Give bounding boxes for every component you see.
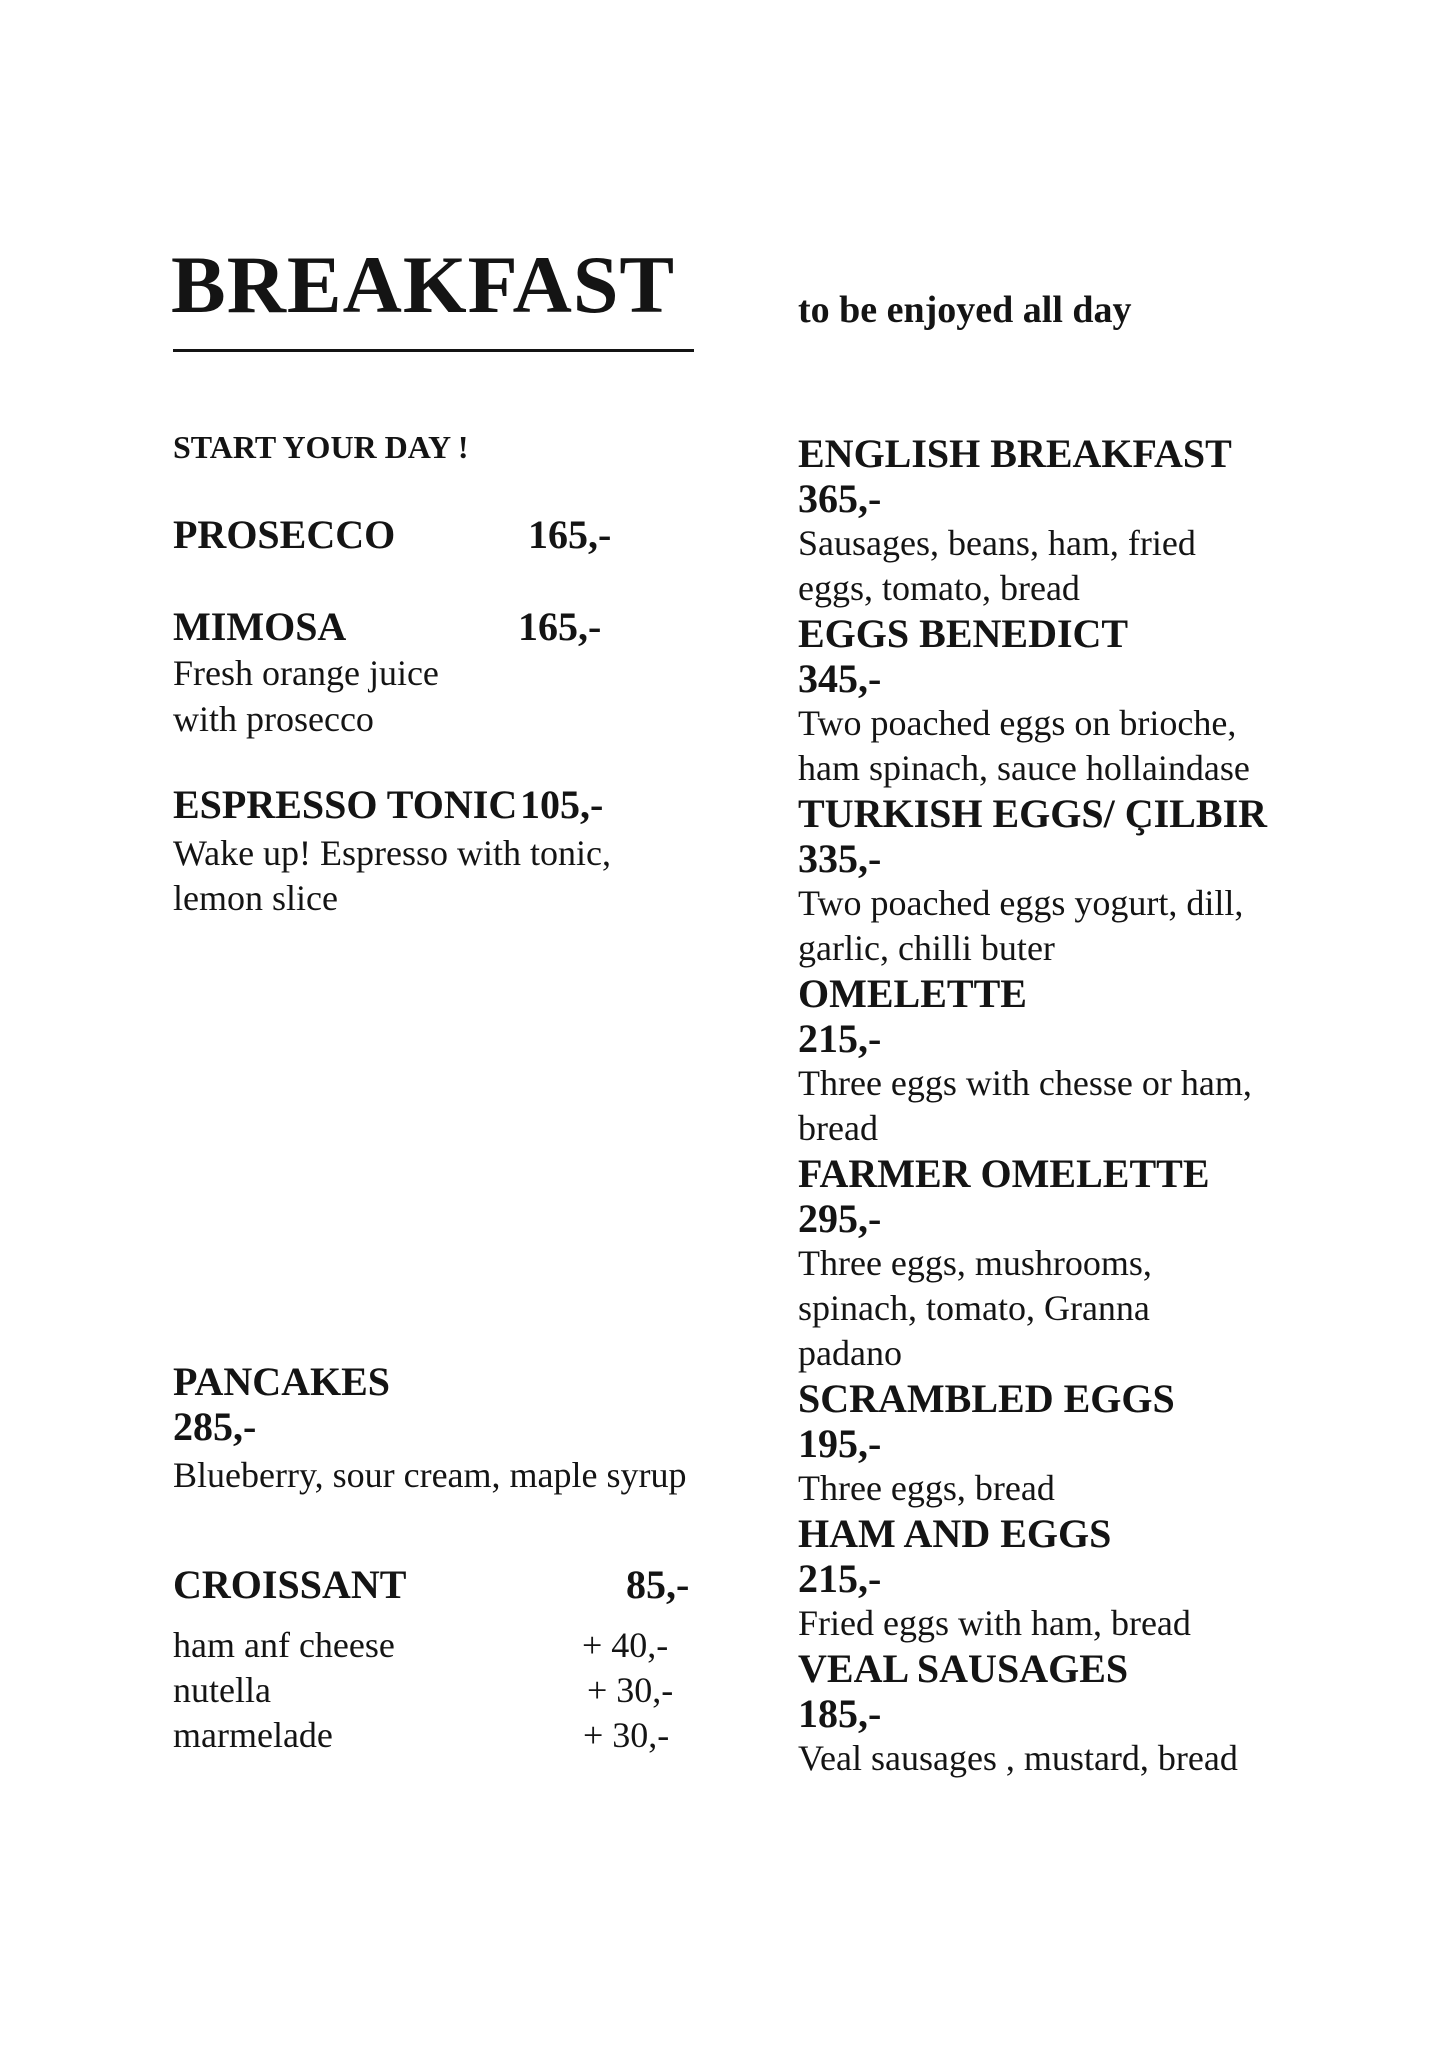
menu-item-price: 85,- [626,1562,690,1607]
menu-item-name: HAM AND EGGS [798,1511,1112,1556]
menu-item-desc: garlic, chilli buter [798,928,1055,968]
menu-item-name: MIMOSA [173,604,347,649]
menu-item-price: 335,- [798,836,882,881]
addon-nutella [173,1668,873,1713]
menu-item-desc: Three eggs, bread [798,1468,1055,1508]
menu-item-desc: Veal sausages , mustard, bread [798,1738,1238,1778]
addon-name: nutella [173,1670,271,1710]
page-subtitle: to be enjoyed all day [798,289,1132,331]
addon-price: + 40,- [582,1625,669,1665]
menu-item-desc: Blueberry, sour cream, maple syrup [173,1455,687,1495]
menu-item-desc: Sausages, beans, ham, fried [798,523,1196,563]
menu-item-price: 185,- [798,1691,882,1736]
menu-item-desc: eggs, tomato, bread [798,568,1080,608]
menu-item-name: FARMER OMELETTE [798,1151,1210,1196]
addon-name: marmelade [173,1715,333,1755]
all-day-menu-list [798,431,1438,1781]
addon-name: ham anf cheese [173,1625,395,1665]
menu-item-name: ESPRESSO TONIC [173,782,518,827]
menu-item-price: 295,- [798,1196,882,1241]
menu-item-name: EGGS BENEDICT [798,611,1129,656]
menu-item-price: 285,- [173,1404,257,1449]
menu-item-prosecco [173,512,873,557]
menu-item-name: OMELETTE [798,971,1027,1016]
menu-item-name: PROSECCO [173,512,396,557]
menu-item-desc: Wake up! Espresso with tonic, [173,833,612,873]
menu-item-price: 215,- [798,1016,882,1061]
menu-item-desc: ham spinach, sauce hollaindase [798,748,1250,788]
addon-price: + 30,- [583,1715,670,1755]
addon-price: + 30,- [587,1670,674,1710]
menu-item-price: 365,- [798,476,882,521]
menu-item-desc: Three eggs, mushrooms, [798,1243,1152,1283]
page-title: BREAKFAST [171,239,676,330]
menu-item-desc: Two poached eggs yogurt, dill, [798,883,1244,923]
menu-item-price: 345,- [798,656,882,701]
menu-item-name: SCRAMBLED EGGS [798,1376,1175,1421]
title-underline [173,349,694,352]
menu-item-desc: spinach, tomato, Granna [798,1288,1150,1328]
menu-item-desc: Two poached eggs on brioche, [798,703,1237,743]
menu-item-name: ENGLISH BREAKFAST [798,431,1232,476]
addon-ham-and-cheese [173,1623,873,1668]
menu-item-name: VEAL SAUSAGES [798,1646,1129,1691]
menu-item-desc: bread [798,1108,878,1148]
menu-item-desc: lemon slice [173,878,338,918]
menu-item-name: CROISSANT [173,1562,407,1607]
menu-item-price: 165,- [528,512,612,557]
addon-marmelade [173,1713,873,1758]
menu-item-desc: padano [798,1333,902,1373]
menu-item-price: 165,- [518,604,602,649]
menu-item-name: TURKISH EGGS/ ÇILBIR [798,791,1268,836]
menu-item-price: 195,- [798,1421,882,1466]
menu-item-desc: Fried eggs with ham, bread [798,1603,1191,1643]
menu-item-desc: Fresh orange juice [173,653,439,693]
menu-item-croissant [173,1562,873,1607]
menu-item-price: 215,- [798,1556,882,1601]
menu-item-mimosa [173,604,873,649]
menu-item-price: 105,- [520,782,604,827]
section-heading: START YOUR DAY ! [173,429,469,465]
menu-item-pancakes: PANCAKES [173,1359,391,1404]
menu-item-desc: with prosecco [173,699,374,739]
menu-item-espresso-tonic [173,782,873,827]
menu-item-desc: Three eggs with chesse or ham, [798,1063,1252,1103]
